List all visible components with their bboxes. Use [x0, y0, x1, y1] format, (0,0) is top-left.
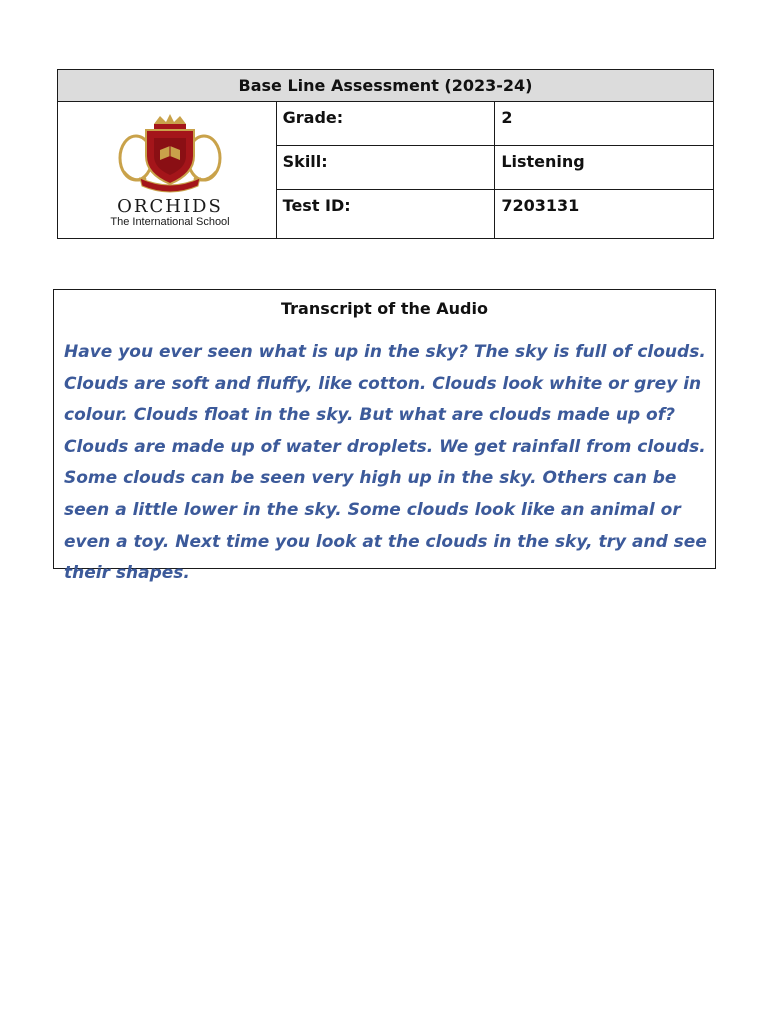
assessment-header-table: [57, 69, 714, 239]
logo-name: ORCHIDS: [117, 196, 223, 217]
logo-cell: [58, 102, 277, 239]
assessment-title: Base Line Assessment (2023-24): [58, 70, 714, 102]
test-id-label: Test ID:: [276, 190, 495, 239]
header-row-grade: [58, 102, 714, 146]
school-logo: [58, 102, 282, 238]
transcript-text: Have you ever seen what is up in the sky? The sky is full of clouds. Clouds are soft and fluffy, like cotton. Clouds look white or grey in colour. Clouds float in the sky. But what are clouds made up of? Clouds are made up of water droplets. We get rainfall from clouds. Some clouds can be seen very high up in the sky. Others can be seen a little lower in the sky. Some clouds look like an animal or even a toy. Next time you look at the clouds in the sky, try and see their shapes.: [64, 342, 707, 584]
grade-value: 2: [495, 102, 714, 146]
school-crest-icon: [110, 112, 230, 196]
header-title-row: [58, 70, 714, 102]
skill-label: Skill:: [276, 146, 495, 190]
grade-label: Grade:: [276, 102, 495, 146]
transcript-title: Transcript of the Audio: [281, 299, 488, 318]
transcript-box: [53, 289, 716, 584]
logo-subtitle: The International School: [110, 216, 230, 228]
test-id-value: 7203131: [495, 190, 714, 239]
skill-value: Listening: [495, 146, 714, 190]
